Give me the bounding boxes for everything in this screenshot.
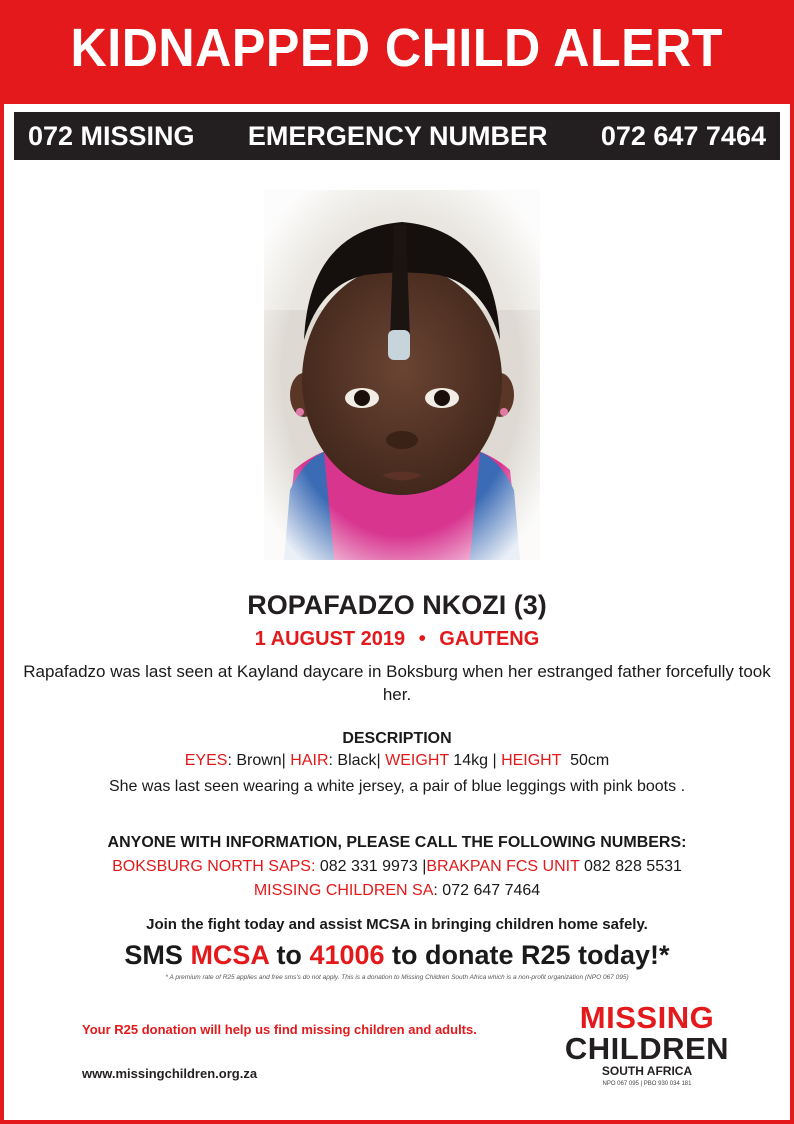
emergency-number: 072 647 7464 bbox=[600, 120, 766, 151]
alert-title-banner bbox=[0, 0, 794, 104]
mcsa-number: : 072 647 7464 bbox=[433, 882, 541, 899]
emergency-label: EMERGENCY NUMBER bbox=[247, 120, 548, 151]
eyes-label: EYES bbox=[184, 752, 228, 769]
date-location-line bbox=[14, 628, 780, 651]
height-value: 50cm bbox=[561, 752, 610, 769]
poster-border-left bbox=[0, 0, 4, 1124]
sms-disclaimer: * A premium rate of R25 applies and free sms's do not apply. This is a donation to Missing Children South Africa which is a non-profit organization (NPO 067 095) bbox=[165, 974, 629, 981]
contact-numbers-line bbox=[14, 858, 780, 876]
physical-description bbox=[14, 752, 780, 770]
poster-border-right bbox=[790, 0, 794, 1124]
logo-line-missing: MISSING bbox=[579, 1000, 715, 1035]
contact-heading: ANYONE WITH INFORMATION, PLEASE CALL THE FOLLOWING NUMBERS: bbox=[107, 834, 687, 851]
sms-prefix: SMS bbox=[124, 940, 191, 970]
missing-date: 1 AUGUST 2019 bbox=[254, 628, 406, 650]
logo-registration: NPO 067 095 | PBO 930 034 181 bbox=[602, 1081, 692, 1087]
join-fight-text: Join the fight today and assist MCSA in bringing children home safely. bbox=[146, 916, 648, 933]
sms-suffix: to donate R25 today!* bbox=[384, 940, 670, 970]
missing-location: GAUTENG bbox=[439, 628, 540, 650]
child-name: ROPAFADZO NKOZI (3) bbox=[247, 590, 547, 620]
fcs-number: 082 828 5531 bbox=[579, 858, 682, 875]
website-link[interactable]: www.missingchildren.org.za bbox=[82, 1066, 258, 1081]
description-heading: DESCRIPTION bbox=[342, 730, 452, 747]
poster-border-bottom bbox=[0, 1120, 794, 1124]
fcs-label: BRAKPAN FCS UNIT bbox=[426, 858, 580, 875]
alert-title: KIDNAPPED CHILD ALERT bbox=[70, 18, 724, 78]
weight-label: WEIGHT bbox=[385, 752, 449, 769]
hair-label: HAIR bbox=[290, 752, 329, 769]
logo-line-south-africa: SOUTH AFRICA bbox=[601, 1064, 693, 1078]
saps-number: 082 331 9973 | bbox=[315, 858, 427, 875]
separator-bullet: • bbox=[418, 628, 426, 650]
logo-line-children: CHILDREN bbox=[564, 1031, 730, 1066]
saps-label: BOKSBURG NORTH SAPS: bbox=[112, 858, 316, 875]
sms-donate-line bbox=[14, 940, 780, 971]
child-photo bbox=[264, 190, 540, 560]
hair-value: : Black| bbox=[328, 752, 381, 769]
missing-children-sa-logo bbox=[552, 1002, 742, 1089]
eyes-value: : Brown| bbox=[227, 752, 286, 769]
child-portrait-image bbox=[264, 190, 540, 560]
donation-note: Your R25 donation will help us find missing children and adults. bbox=[82, 1022, 477, 1037]
clothing-description: She was last seen wearing a white jersey, a pair of blue leggings with pink boots . bbox=[108, 778, 686, 795]
weight-value: 14kg | bbox=[448, 752, 497, 769]
sms-mid: to bbox=[268, 940, 310, 970]
height-label: HEIGHT bbox=[501, 752, 562, 769]
sms-keyword: MCSA bbox=[190, 940, 269, 970]
emergency-number-bar bbox=[14, 112, 780, 160]
incident-summary: Rapafadzo was last seen at Kayland daycare in Boksburg when her estranged father forcefully took her. bbox=[23, 662, 771, 704]
mcsa-contact-line bbox=[14, 882, 780, 900]
mcsa-label: MISSING CHILDREN SA bbox=[253, 882, 434, 899]
sms-number: 41006 bbox=[309, 940, 385, 970]
hotline-label: 072 MISSING bbox=[28, 120, 195, 151]
